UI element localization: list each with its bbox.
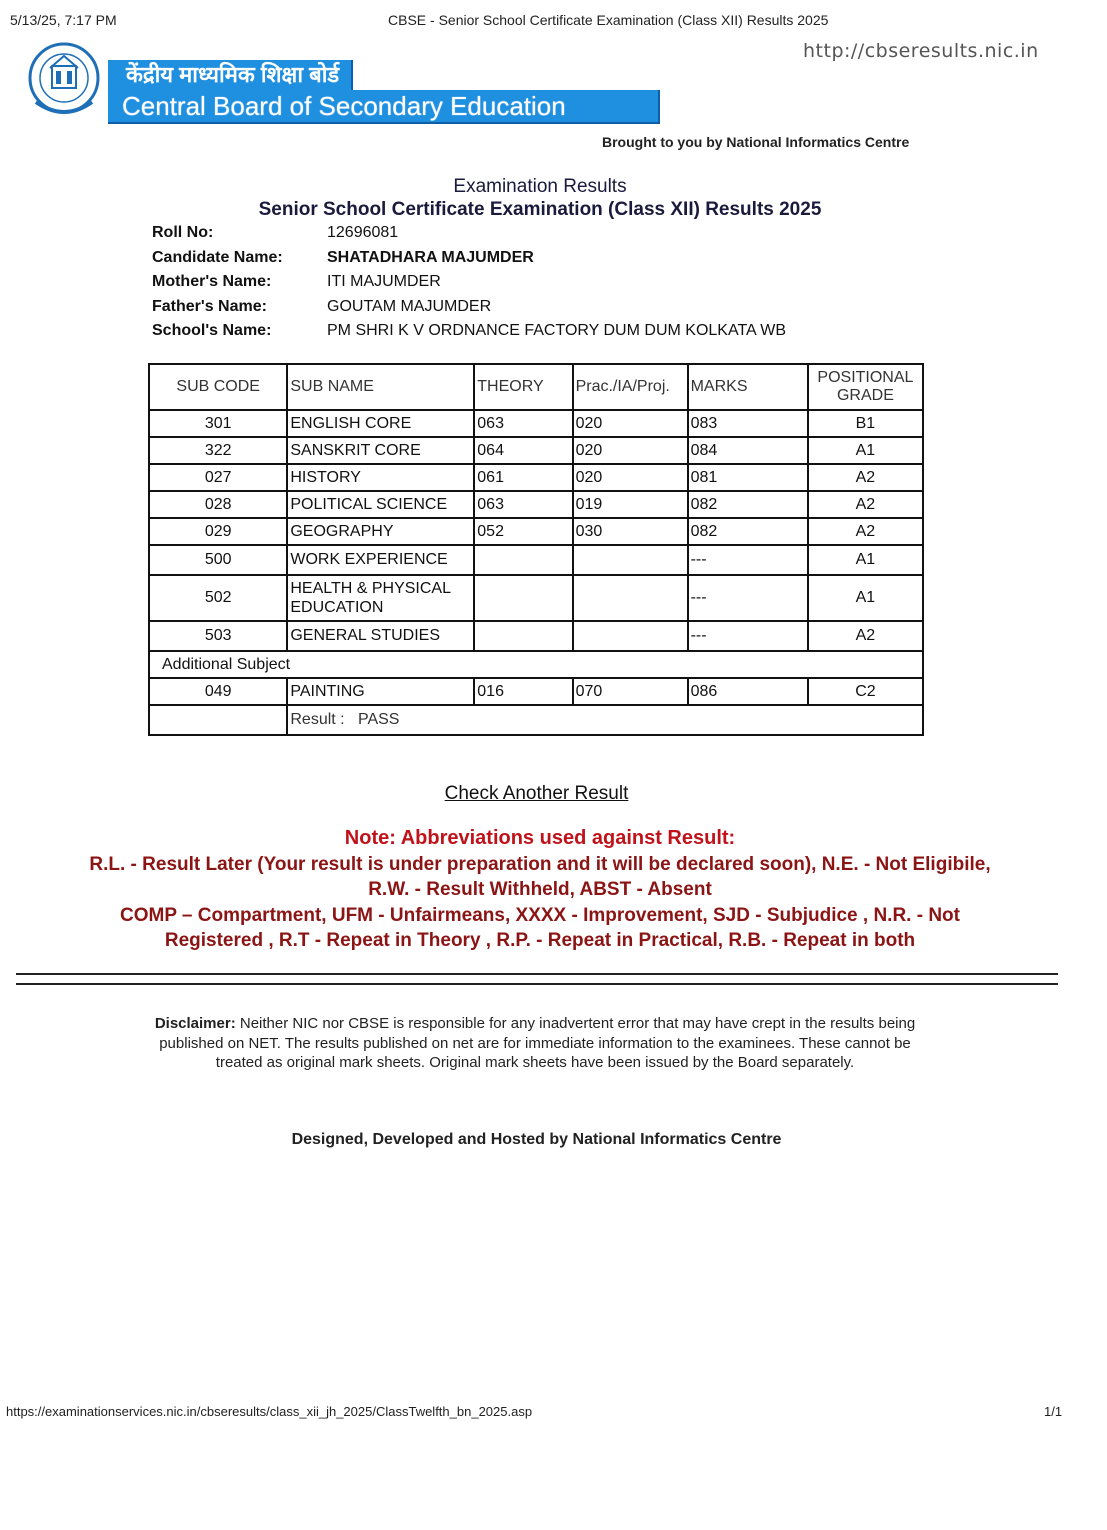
note-line: R.L. - Result Later (Your result is under preparation and it will be declared soon), N.E. - Not Eligibile, [89, 853, 991, 875]
roll-no-row [152, 224, 786, 249]
roll-no-label: Roll No: [152, 224, 214, 241]
practical [573, 545, 688, 575]
marks: 086 [688, 678, 808, 705]
marks: 083 [688, 410, 808, 437]
site-url[interactable]: http://cbseresults.nic.in [803, 40, 1039, 62]
header-theory: THEORY [474, 364, 572, 410]
header-marks: MARKS [688, 364, 808, 410]
grade: A2 [808, 518, 923, 545]
school-name-value: PM SHRI K V ORDNANCE FACTORY DUM DUM KOLKATA WB [327, 322, 787, 339]
sub-name: HISTORY [287, 464, 474, 491]
board-name-english: Central Board of Secondary Education [108, 90, 660, 124]
candidate-name-label: Candidate Name: [152, 248, 283, 266]
marks: 082 [688, 491, 808, 518]
theory [474, 621, 572, 651]
table-row [149, 464, 923, 491]
table-row [149, 575, 923, 621]
table-row [149, 678, 923, 705]
school-name-label: School's Name: [152, 322, 272, 339]
print-footer-url: https://examinationservices.nic.in/cbseresults/class_xii_jh_2025/ClassTwelfth_bn_2025.asp [6, 1404, 533, 1419]
sub-code: 027 [149, 464, 287, 491]
note-title: Note: Abbreviations used against Result: [344, 827, 736, 849]
header-grade: POSITIONAL GRADE [808, 364, 923, 410]
practical: 019 [573, 491, 688, 518]
practical: 020 [573, 464, 688, 491]
additional-subject-row [149, 651, 923, 678]
father-name-row [152, 298, 786, 323]
marks: --- [688, 621, 808, 651]
table-header-row [149, 364, 923, 410]
header-practical: Prac./IA/Proj. [573, 364, 688, 410]
sub-code: 322 [149, 437, 287, 464]
print-page-title: CBSE - Senior School Certificate Examination (Class XII) Results 2025 [388, 12, 829, 28]
sub-code: 028 [149, 491, 287, 518]
grade: A1 [808, 545, 923, 575]
practical [573, 575, 688, 621]
divider [16, 973, 1058, 975]
theory [474, 545, 572, 575]
mother-name-label: Mother's Name: [152, 273, 272, 290]
grade: B1 [808, 410, 923, 437]
grade: A1 [808, 575, 923, 621]
practical: 020 [573, 410, 688, 437]
sub-code: 301 [149, 410, 287, 437]
marks: 082 [688, 518, 808, 545]
table-row [149, 491, 923, 518]
table-row [149, 410, 923, 437]
result-empty-cell [149, 705, 287, 735]
sub-name: SANSKRIT CORE [287, 437, 474, 464]
marks: --- [688, 575, 808, 621]
note-line: Registered , R.T - Repeat in Theory , R.P. - Repeat in Practical, R.B. - Repeat in both [164, 930, 916, 951]
table-row [149, 518, 923, 545]
cbse-emblem-icon [26, 40, 102, 120]
marks: 084 [688, 437, 808, 464]
result-value: PASS [357, 711, 400, 728]
marks: 081 [688, 464, 808, 491]
disclaimer-label: Disclaimer: [154, 1015, 236, 1032]
sub-name: WORK EXPERIENCE [287, 545, 474, 575]
sub-name: POLITICAL SCIENCE [287, 491, 474, 518]
note-line: COMP – Compartment, UFM - Unfairmeans, XXXX - Improvement, SJD - Subjudice , N.R. - Not [120, 904, 960, 926]
table-row [149, 437, 923, 464]
header-sub-name: SUB NAME [287, 364, 474, 410]
exam-subheading: Senior School Certificate Examination (Class XII) Results 2025 [258, 199, 822, 220]
theory [474, 575, 572, 621]
theory: 063 [474, 410, 572, 437]
grade: C2 [808, 678, 923, 705]
sub-code: 049 [149, 678, 287, 705]
results-table [148, 363, 924, 736]
candidate-name-row [152, 249, 786, 274]
print-datetime: 5/13/25, 7:17 PM [10, 12, 117, 28]
disclaimer [150, 1014, 920, 1073]
additional-subject-label: Additional Subject [149, 651, 923, 678]
abbreviations-note [20, 826, 1060, 954]
sub-name: PAINTING [287, 678, 474, 705]
sub-code: 029 [149, 518, 287, 545]
sub-name: GEOGRAPHY [287, 518, 474, 545]
designed-by-text: Designed, Developed and Hosted by National Informatics Centre [291, 1131, 782, 1148]
grade: A1 [808, 437, 923, 464]
practical: 020 [573, 437, 688, 464]
table-row [149, 621, 923, 651]
theory: 016 [474, 678, 572, 705]
roll-no-value: 12696081 [327, 224, 399, 241]
exam-heading: Examination Results [453, 176, 627, 197]
result-row [149, 705, 923, 735]
sub-code: 503 [149, 621, 287, 651]
theory: 052 [474, 518, 572, 545]
check-another-result-link[interactable]: Check Another Result [444, 783, 629, 804]
mother-name-value: ITI MAJUMDER [327, 273, 441, 290]
sub-name: HEALTH & PHYSICAL EDUCATION [287, 575, 474, 621]
result-cell [287, 705, 923, 735]
practical: 030 [573, 518, 688, 545]
candidate-name-value: SHATADHARA MAJUMDER [327, 248, 534, 266]
disclaimer-text: Neither NIC nor CBSE is responsible for any inadvertent error that may have crept in the results being published on NET. The results published on net are for immediate information to the examinees. These cannot be treated as original mark sheets. Original mark sheets have been issued by the Board separately. [159, 1015, 916, 1071]
theory: 064 [474, 437, 572, 464]
brought-by-text: Brought to you by National Informatics Centre [602, 134, 910, 150]
divider [16, 983, 1058, 985]
practical: 070 [573, 678, 688, 705]
theory: 061 [474, 464, 572, 491]
sub-code: 502 [149, 575, 287, 621]
practical [573, 621, 688, 651]
header-sub-code: SUB CODE [149, 364, 287, 410]
marks: --- [688, 545, 808, 575]
grade: A2 [808, 464, 923, 491]
father-name-label: Father's Name: [152, 297, 267, 315]
grade: A2 [808, 491, 923, 518]
print-page-number: 1/1 [1044, 1404, 1063, 1419]
candidate-info [152, 224, 786, 347]
sub-name: GENERAL STUDIES [287, 621, 474, 651]
board-name-hindi: केंद्रीय माध्यमिक शिक्षा बोर्ड [108, 60, 353, 90]
father-name-value: GOUTAM MAJUMDER [327, 297, 492, 315]
note-line: R.W. - Result Withheld, ABST - Absent [368, 879, 712, 900]
theory: 063 [474, 491, 572, 518]
school-name-row [152, 322, 786, 347]
mother-name-row [152, 273, 786, 298]
result-label: Result : [290, 711, 345, 728]
sub-code: 500 [149, 545, 287, 575]
sub-name: ENGLISH CORE [287, 410, 474, 437]
table-row [149, 545, 923, 575]
grade: A2 [808, 621, 923, 651]
